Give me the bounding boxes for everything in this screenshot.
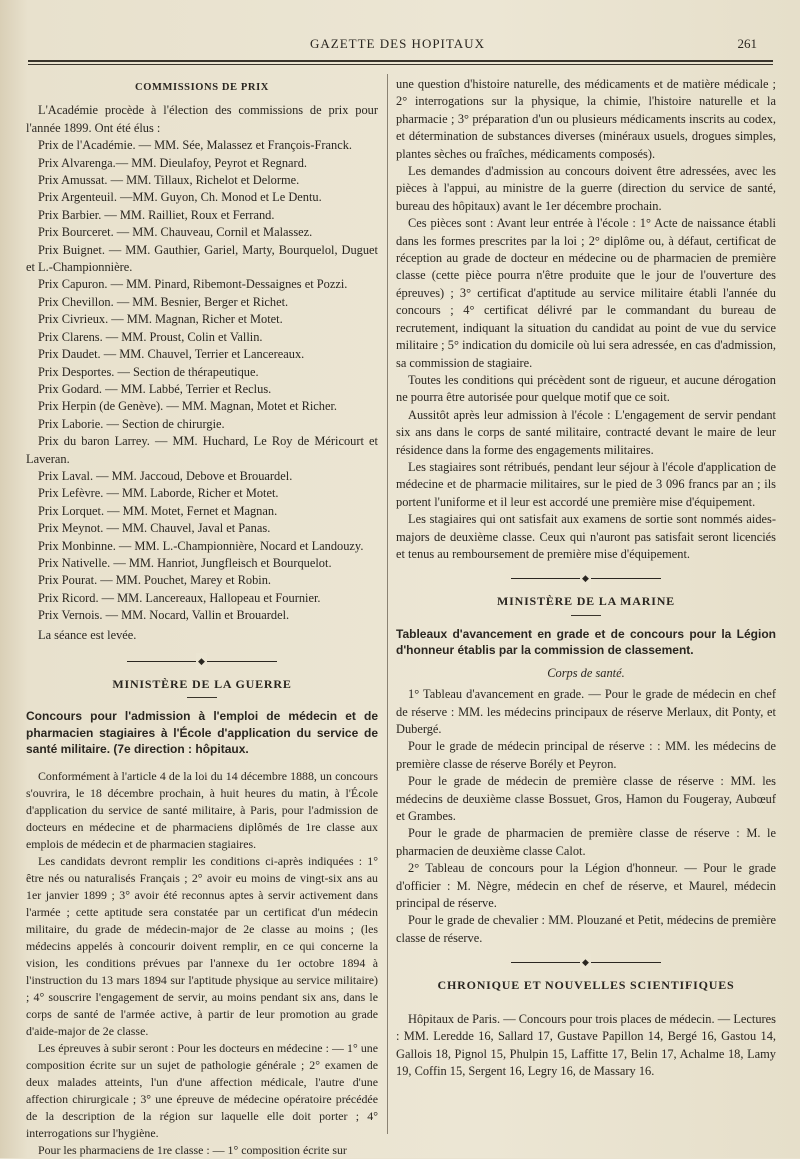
marine-title: MINISTÈRE DE LA MARINE — [497, 594, 675, 609]
prize-entry: Prix Vernois. — MM. Nocard, Vallin et Brouardel. — [38, 608, 290, 623]
commissions-title: COMMISSIONS DE PRIX — [135, 82, 269, 93]
prize-list — [26, 137, 378, 624]
prize-entry: Prix Nativelle. — MM. Hanriot, Jungfleisch et Bourquelot. — [38, 555, 332, 570]
commissions-intro: L'Académie procède à l'élection des commissions de prix pour l'année 1899. Ont été élus : — [26, 103, 378, 135]
right-paragraph-2: Les demandes d'admission au concours doivent être adressées, avec les pièces à l'appui, au ministre de la guerre (direction du service de santé, bureau des hôpitaux) avant le 1er décembre prochain. — [396, 164, 776, 213]
guerre-paragraph-1: Conformément à l'article 4 de la loi du 14 décembre 1888, un concours s'ouvrira, le 18 décembre prochain, à huit heures du matin, à l'École d'application du service de santé militaire, à Paris, pour l'admission de docteurs en médecine et de pharmaciens diplômés de 1re classe aux emplois de médecin et de pharmacien stagiaires. — [26, 768, 378, 851]
chronique-paragraph: Hôpitaux de Paris. — Concours pour trois places de médecin. — Lectures : MM. Leredde 16, Sallard 17, Gustave Papillon 14, Bergé 16, Gastou 14, Gallois 18, Pignol 15, Phulpin 15, Laffitte 17, Belin 17, Achalme 18, Lamy 19, Coffin 15, Sergent 16, Legry 16, de Massary 16. — [396, 1011, 776, 1078]
prize-entry: Prix Clarens. — MM. Proust, Colin et Vallin. — [38, 329, 263, 344]
prize-entry: Prix Daudet. — MM. Chauvel, Terrier et Lancereaux. — [38, 347, 305, 362]
prize-entry: Prix Barbier. — MM. Railliet, Roux et Ferrand. — [38, 207, 275, 222]
marine-item-3: Pour le grade de médecin de première classe de réserve : MM. les médecins de deuxième classe Bossuet, Gros, Hamon du Fougeray, Aubœuf et Grambes. — [396, 774, 776, 824]
tableaux-heading: Tableaux d'avancement en grade et de concours pour la Légion d'honneur établis par la commission de classement. — [396, 626, 776, 658]
prize-entry: Prix de l'Académie. — MM. Sée, Malassez et François-Franck. — [38, 138, 352, 153]
guerre-title: MINISTÈRE DE LA GUERRE — [112, 677, 292, 691]
header-rule-thin — [28, 64, 773, 65]
ornament-divider — [511, 575, 661, 581]
prize-entry: Prix Capuron. — MM. Pinard, Ribemont-Dessaignes et Pozzi. — [38, 277, 348, 292]
header-rule — [28, 60, 773, 62]
prize-entry: Prix du baron Larrey. — MM. Huchard, Le Roy de Méricourt et Laveran. — [26, 434, 378, 466]
prize-entry: Prix Laborie. — Section de chirurgie. — [38, 416, 225, 431]
concours-heading: Concours pour l'admission à l'emploi de médecin et de pharmacien stagiaires à l'École d'application du service de santé militaire. (7e direction : hôpitaux. — [26, 709, 378, 757]
prize-entry: Prix Lefèvre. — MM. Laborde, Richer et Motet. — [38, 486, 279, 501]
prize-entry: Prix Godard. — MM. Labbé, Terrier et Reclus. — [38, 381, 272, 396]
right-paragraph-6: Les stagiaires sont rétribués, pendant leur séjour à l'école d'application de médecine et de pharmacie militaires, sur le pied de 3 096 francs par an ; ils portent l'uniforme et il leur est accordé une première mise d'équipement. — [396, 459, 776, 509]
right-paragraph-4: Toutes les conditions qui précèdent sont de rigueur, et aucune dérogation ne pourra être autorisée pour quelque motif que ce soit. — [396, 372, 776, 405]
closing-line: La séance est levée. — [38, 627, 137, 642]
prize-entry: Prix Amussat. — MM. Tillaux, Richelot et Delorme. — [38, 173, 300, 188]
short-rule — [187, 697, 217, 698]
prize-entry: Prix Chevillon. — MM. Besnier, Berger et Richet. — [38, 294, 289, 309]
prize-entry: Prix Herpin (de Genève). — MM. Magnan, Motet et Richer. — [38, 399, 338, 414]
prize-entry: Prix Lorquet. — MM. Motet, Fernet et Magnan. — [38, 503, 278, 518]
guerre-paragraph-3: Les épreuves à subir seront : Pour les docteurs en médecine : — 1° une composition écrite sur un sujet de pathologie générale ; 2° examen de deux malades atteints, l'un d'une affection médicale, l'autre d'une affection chirurgicale ; 3° une épreuve de médecine opératoire précédée de la description de la région sur laquelle elle doit porter ; 4° interrogations sur l'hygiène. — [26, 1040, 378, 1140]
marine-item-6: Pour le grade de chevalier : MM. Plouzané et Petit, médecins de première classe de réserve. — [396, 913, 776, 945]
prize-entry: Prix Buignet. — MM. Gauthier, Gariel, Marty, Bourquelol, Duguet et L.-Championnière. — [26, 242, 378, 275]
right-paragraph-5: Aussitôt après leur admission à l'école : L'engagement de servir pendant six ans dans le corps de santé militaire, contracté devant le maire de leur résidence dans la forme des engagements militaires. — [396, 407, 776, 457]
right-paragraph-1: une question d'histoire naturelle, des médicaments et de matière médicale ; 2° interrogations sur la physique, la chimie, l'histoire naturelle et la pharmacie ; 3° préparation d'un ou plusieurs médicaments inscrits au codex, et détermination de substances diverses (minéraux usuels, drogues simples, plantes sèches ou fraîches, médicaments composés). — [396, 77, 776, 161]
ornament-divider — [127, 658, 277, 664]
prize-entry: Prix Desportes. — Section de thérapeutique. — [38, 364, 259, 379]
column-divider — [387, 74, 388, 1134]
marine-item-5: 2° Tableau de concours pour la Légion d'honneur. — Pour le grade d'officier : M. Nègre, médecin en chef de réserve, et Maurel, médecin principal de réserve. — [396, 861, 776, 911]
page-header — [20, 36, 775, 58]
right-paragraph-7: Les stagiaires qui ont satisfait aux examens de sortie sont nommés aides-majors de deuxième classe. Ceux qui n'auront pas satisfait seront licenciés et tenus au remboursement de première mise d'équipement. — [396, 512, 776, 561]
guerre-paragraph-4: Pour les pharmaciens de 1re classe : — 1° composition écrite sur — [38, 1142, 347, 1157]
prize-entry: Prix Argenteuil. —MM. Guyon, Ch. Monod et Le Dentu. — [38, 190, 322, 205]
chronique-title: CHRONIQUE ET NOUVELLES SCIENTIFIQUES — [437, 978, 735, 993]
ornament-divider — [511, 959, 661, 965]
corps-subheading: Corps de santé. — [547, 665, 625, 680]
prize-entry: Prix Monbinne. — MM. L.-Championnière, Nocard et Landouzy. — [38, 538, 364, 553]
prize-entry: Prix Laval. — MM. Jaccoud, Debove et Brouardel. — [38, 468, 293, 483]
marine-item-2: Pour le grade de médecin principal de réserve : : MM. les médecins de première classe de réserve Borély et Peyron. — [396, 739, 776, 771]
prize-entry: Prix Pourat. — MM. Pouchet, Marey et Robin. — [38, 573, 271, 588]
right-paragraph-3: Ces pièces sont : Avant leur entrée à l'école : 1° Acte de naissance établi dans les formes prescrites par la loi ; 2° diplôme ou, à défaut, certificat de réception au grade de docteur en médecine ou de pharmacien de première classe (cette pièce pourra n'être produite que le jour de l'ouverture des épreuves) ; 3° certificat d'aptitude au service militaire établi l'année du concours ; 4° certificat délivré par le commandant du bureau de recrutement, indiquant la situation du candidat au point de vue du service militaire ; 5° indication du domicile où lui sera adressée, en cas d'admission, sa commission de stagiaire. — [396, 216, 776, 370]
guerre-paragraph-2: Les candidats devront remplir les conditions ci-après indiquées : 1° être nés ou naturalisés Français ; 2° avoir eu moins de vingt-six ans au 1er janvier 1899 ; 3° avoir été reconnus aptes à servir activement dans l'armée ; cette aptitude sera constatée par un certificat d'un médecin militaire, du grade de médecin-major de 2e classe au moins ; (les médecins appelés à concourir doivent remplir, en ce qui concerne la vision, les conditions prévues par l'annexe du 1er octobre 1894 à l'instruction du 13 mars 1894 sur l'aptitude physique au service militaire) ; 4° souscrire l'engagement de servir, au moins pendant six ans, dans le corps de santé de l'armée active, à partir de leur promotion au grade d'aide-major de 2e classe. — [26, 853, 378, 1038]
marine-item-1: 1° Tableau d'avancement en grade. — Pour le grade de médecin en chef de réserve : MM. les médecins principaux de réserve Merlaux, dit Ponty, et Dubergé. — [396, 687, 776, 736]
prize-entry: Prix Meynot. — MM. Chauvel, Javal et Panas. — [38, 521, 271, 536]
short-rule — [571, 615, 601, 616]
page-number: 261 — [737, 36, 757, 51]
journal-title: GAZETTE DES HOPITAUX — [310, 36, 485, 51]
marine-item-4: Pour le grade de pharmacien de première classe de réserve : M. le pharmacien de deuxième classe Calot. — [396, 826, 776, 858]
prize-entry: Prix Bourceret. — MM. Chauveau, Cornil et Malassez. — [38, 225, 313, 240]
prize-entry: Prix Alvarenga.— MM. Dieulafoy, Peyrot et Regnard. — [38, 155, 307, 170]
prize-entry: Prix Civrieux. — MM. Magnan, Richer et Motet. — [38, 312, 283, 327]
left-column — [26, 76, 378, 1159]
right-column — [396, 76, 776, 1080]
prize-entry: Prix Ricord. — MM. Lancereaux, Hallopeau et Fournier. — [38, 590, 321, 605]
